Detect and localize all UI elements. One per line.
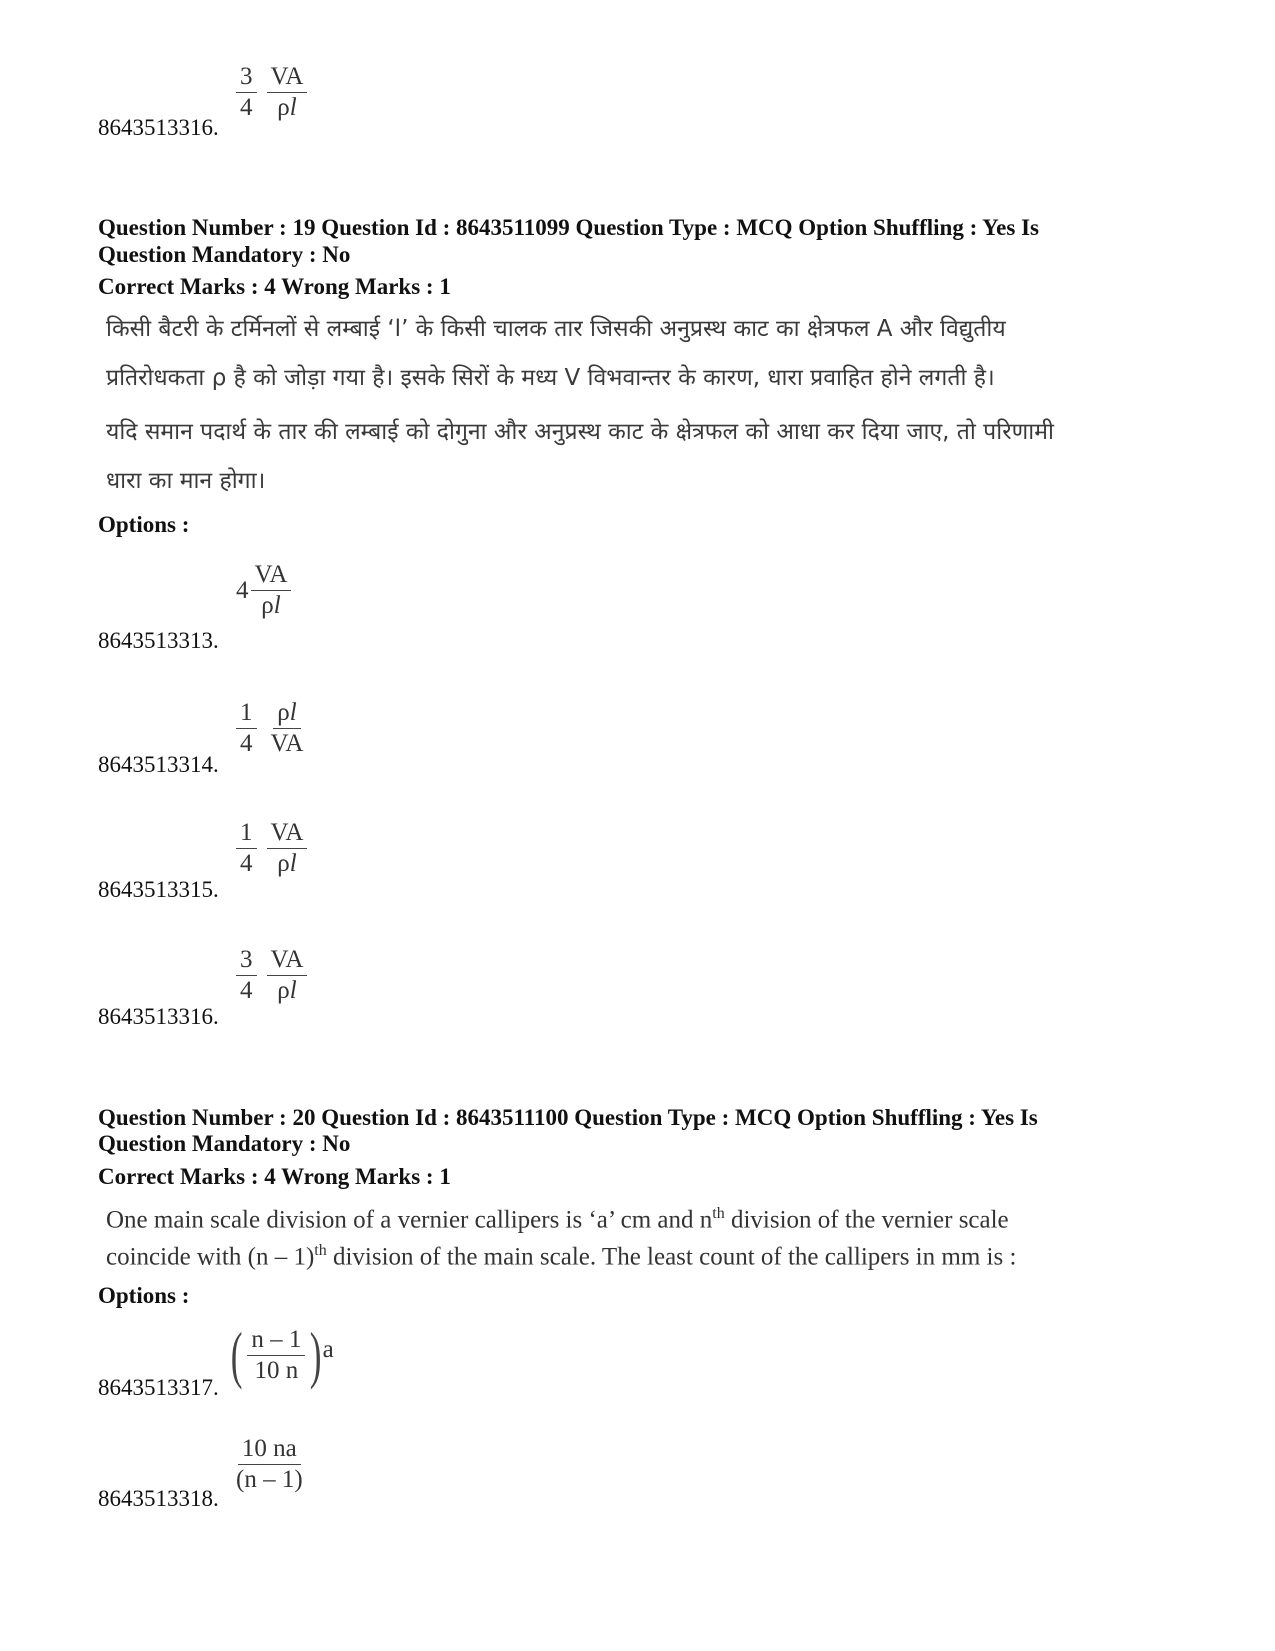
coefficient-fraction: [236, 62, 257, 123]
numerator: 1: [236, 698, 257, 729]
coefficient-fraction: [236, 698, 257, 759]
option-id: 8643513316.: [98, 115, 219, 140]
denominator: ρl: [277, 850, 297, 877]
numerator: n – 1: [247, 1325, 305, 1356]
coefficient: 4: [236, 576, 249, 604]
numerator: VA: [251, 560, 292, 591]
right-paren: ): [310, 1319, 322, 1390]
option-formula: [236, 818, 307, 879]
question-text-line: किसी बैटरी के टर्मिनलों से लम्बाई ‘l’ के किसी चालक तार जिसकी अनुप्रस्थ काट का क्षेत्रफल A और विद्युतीय: [106, 316, 1006, 342]
denominator: VA: [270, 730, 304, 757]
option-id: 8643513317.: [98, 1375, 219, 1400]
main-fraction: [247, 1325, 305, 1386]
option-formula: [236, 560, 291, 621]
numerator: 10 na: [238, 1434, 301, 1465]
denominator: (n – 1): [236, 1466, 303, 1493]
option-formula: [236, 945, 307, 1006]
question-text-line: coincide with (n – 1)$^{th}$ division of the main scale. The least count of the callipers in mm is :: [106, 1242, 1017, 1271]
main-fraction: [232, 1434, 307, 1495]
denominator: 4: [240, 977, 253, 1004]
question-mandatory: Question Mandatory : No: [98, 1131, 351, 1156]
denominator: 4: [240, 94, 253, 121]
denominator: ρl: [261, 592, 281, 619]
question-text-line: यदि समान पदार्थ के तार की लम्बाई को दोगुना और अनुप्रस्थ काट के क्षेत्रफल को आधा कर दिया जाए, तो परिणामी: [106, 419, 1054, 445]
option-id: 8643513318.: [98, 1486, 219, 1511]
coefficient-fraction: [236, 818, 257, 879]
main-fraction: [267, 698, 308, 759]
numerator: 3: [236, 62, 257, 93]
denominator: 4: [240, 850, 253, 877]
numerator: VA: [267, 945, 308, 976]
numerator: 1: [236, 818, 257, 849]
option-id: 8643513313.: [98, 628, 219, 653]
option-formula: [236, 698, 307, 759]
option-formula: [236, 62, 307, 123]
denominator: ρl: [277, 977, 297, 1004]
denominator: ρl: [277, 94, 297, 121]
suffix: a: [322, 1336, 334, 1363]
option-formula: [226, 1320, 334, 1390]
main-fraction: [267, 62, 308, 123]
question-text-line: धारा का मान होगा।: [106, 468, 266, 494]
question-header: Question Number : 19 Question Id : 8643511099 Question Type : MCQ Option Shuffling : Yes Is: [98, 215, 1039, 240]
options-label: Options :: [98, 1283, 190, 1308]
main-fraction: [251, 560, 292, 621]
question-text-line: प्रतिरोधकता ρ है को जोड़ा गया है। इसके सिरों के मध्य V विभवान्तर के कारण, धारा प्रवाहित होने लगती है।: [106, 365, 995, 391]
numerator: VA: [267, 818, 308, 849]
denominator: 4: [240, 730, 253, 757]
numerator: VA: [267, 62, 308, 93]
main-fraction: [267, 818, 308, 879]
numerator: 3: [236, 945, 257, 976]
option-id: 8643513315.: [98, 877, 219, 902]
denominator: 10 n: [254, 1356, 299, 1384]
question-marks: Correct Marks : 4 Wrong Marks : 1: [98, 274, 451, 299]
main-fraction: [267, 945, 308, 1006]
question-header: Question Number : 20 Question Id : 8643511100 Question Type : MCQ Option Shuffling : Yes Is: [98, 1105, 1038, 1130]
question-mandatory: Question Mandatory : No: [98, 242, 351, 267]
question-text-line: One main scale division of a vernier callipers is ‘a’ cm and $n^{th}$ division of the vernier scale: [106, 1205, 1009, 1234]
numerator: ρl: [273, 698, 300, 729]
option-formula: [232, 1434, 307, 1495]
left-paren: (: [230, 1319, 243, 1390]
option-id: 8643513314.: [98, 752, 219, 777]
question-marks: Correct Marks : 4 Wrong Marks : 1: [98, 1164, 451, 1189]
coefficient-fraction: [236, 945, 257, 1006]
option-id: 8643513316.: [98, 1004, 219, 1029]
options-label: Options :: [98, 512, 190, 537]
